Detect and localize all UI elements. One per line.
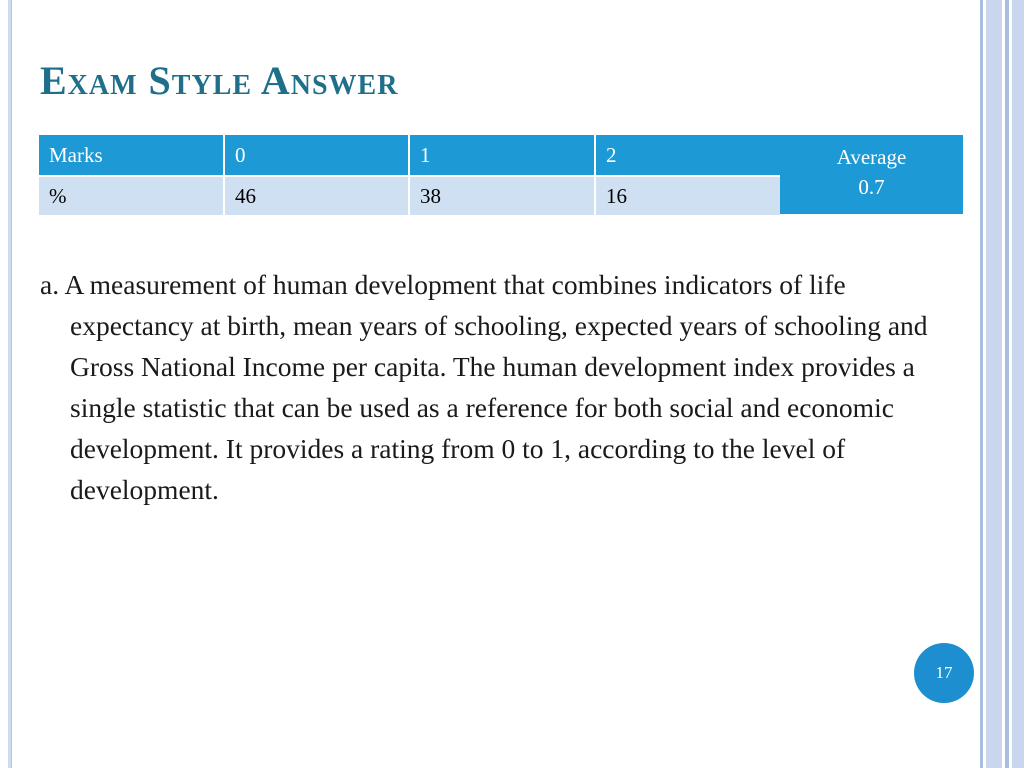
- slide-number-badge: 17: [914, 643, 974, 703]
- average-label: Average: [836, 145, 907, 169]
- table-header-cell: 0: [224, 134, 409, 176]
- left-border-decoration: [0, 0, 12, 768]
- table-cell: 16: [595, 176, 781, 216]
- table-header-cell: 1: [409, 134, 595, 176]
- table-row: [38, 176, 781, 216]
- table-cell: 46: [224, 176, 409, 216]
- table-cell: 38: [409, 176, 595, 216]
- average-value: 0.7: [858, 175, 885, 199]
- table-cell: %: [38, 176, 224, 216]
- answer-text: a. A measurement of human development that combines indicators of life expectancy at birth, mean years of schooling, expected years of schooling and Gross National Income per capita. The human development index provides a single statistic that can be used as a reference for both social and economic development. It provides a rating from 0 to 1, according to the level of development.: [40, 269, 928, 505]
- table-header-row: [38, 134, 781, 176]
- average-box: [780, 135, 963, 214]
- table-header-cell: 2: [595, 134, 781, 176]
- table-header-cell: Marks: [38, 134, 224, 176]
- slide-title: Exam Style Answer: [40, 58, 399, 103]
- right-border-decoration: [978, 0, 1024, 768]
- marks-table: [37, 133, 782, 217]
